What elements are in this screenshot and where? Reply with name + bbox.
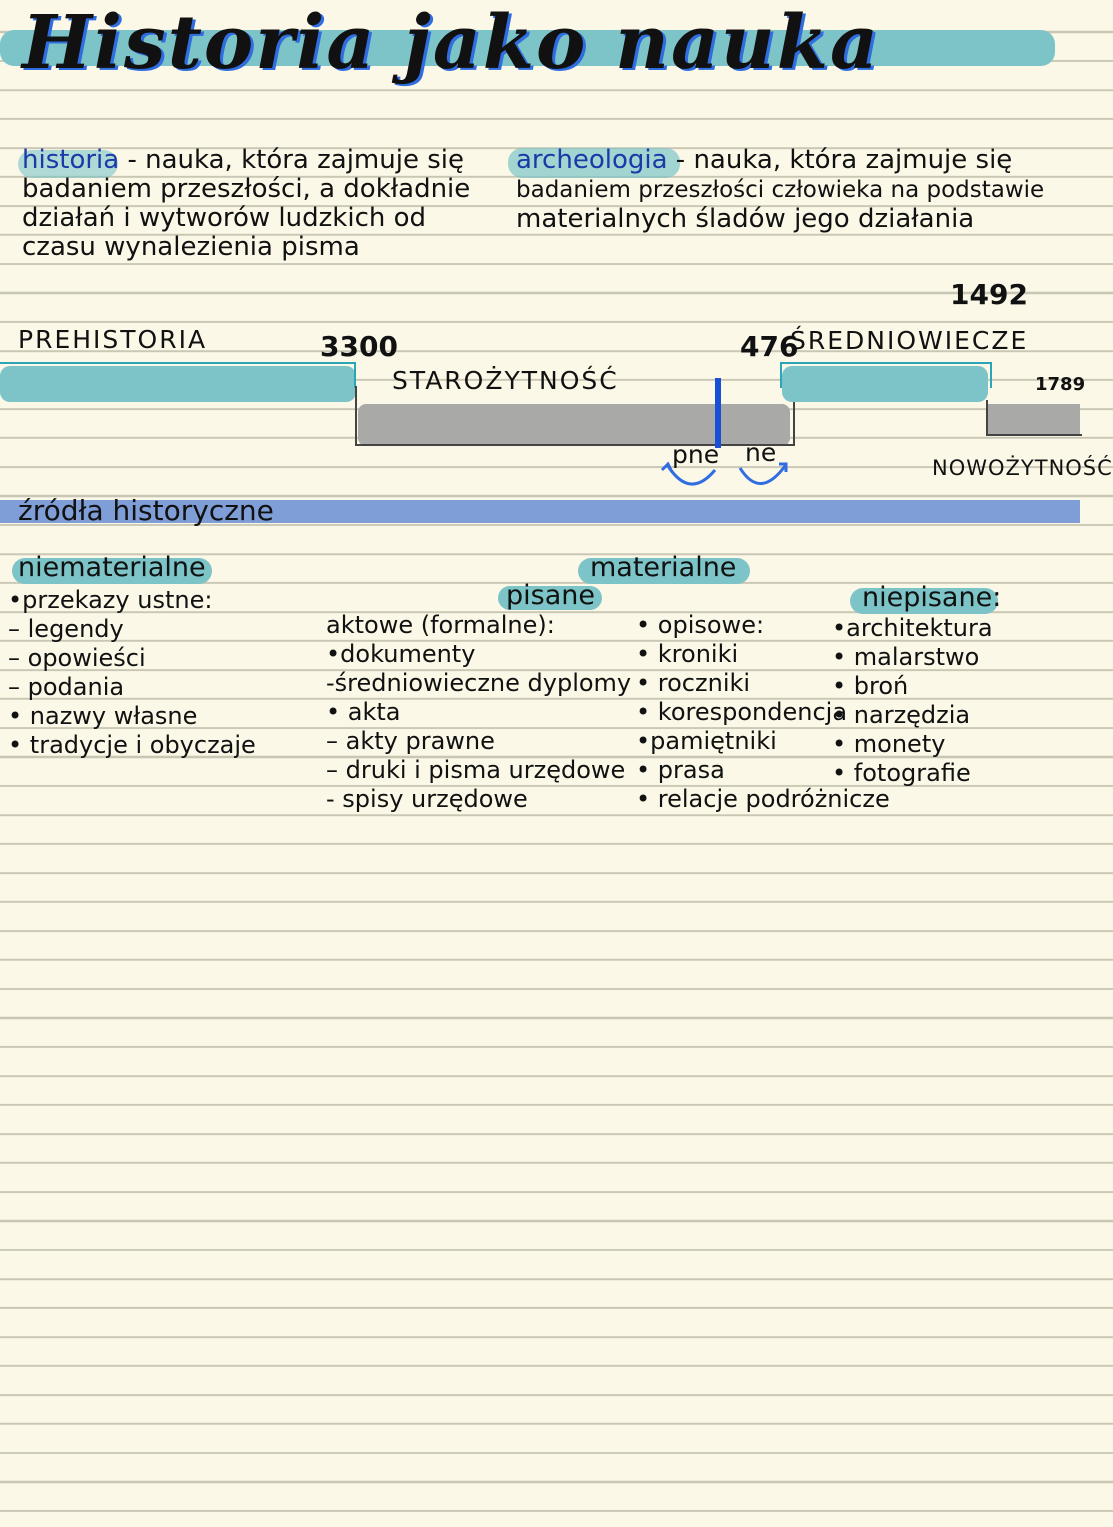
list-item: • korespondencja: [636, 698, 848, 726]
label-niepisane: niepisane:: [862, 582, 1002, 613]
date-1789: 1789: [1035, 374, 1086, 395]
historia-line-2: badaniem przeszłości, a dokładnie: [22, 174, 471, 204]
list-item: • tradycje i obyczaje: [8, 731, 256, 759]
list-item: – akty prawne: [326, 727, 495, 755]
list-item: • narzędzia: [832, 701, 971, 729]
nowozytnosc-outline: [986, 400, 1082, 436]
label-materialne: materialne: [590, 552, 737, 583]
date-1492: 1492: [950, 278, 1028, 311]
era-starozytnosc: STAROŻYTNOŚĆ: [392, 366, 619, 395]
list-item: • prasa: [636, 756, 725, 784]
list-item: - spisy urzędowe: [326, 785, 528, 813]
list-niematerialne: [8, 586, 256, 760]
date-476: 476: [740, 330, 799, 363]
list-item: • roczniki: [636, 669, 751, 697]
list-item: • opisowe:: [636, 611, 765, 639]
marker-pne: pne: [672, 440, 720, 469]
list-item: •przekazy ustne:: [8, 586, 213, 614]
list-item: • kroniki: [636, 640, 739, 668]
list-item: – druki i pisma urzędowe: [326, 756, 626, 784]
sredniowiecze-outline: [780, 362, 992, 388]
page-title: Historia jako nauka: [22, 0, 880, 86]
list-aktowe: [326, 611, 631, 814]
date-3300: 3300: [320, 330, 398, 363]
list-niepisane: [832, 614, 993, 788]
list-item: -średniowieczne dyplomy: [326, 669, 632, 697]
term-archeologia: archeologia: [516, 145, 668, 175]
era-nowozytnosc: NOWOŻYTNOŚĆ: [932, 456, 1113, 480]
list-item: – podania: [8, 673, 125, 701]
historia-line-4: czasu wynalezienia pisma: [22, 232, 360, 262]
archeologia-line-3: materialnych śladów jego działania: [516, 204, 975, 234]
historia-line-1: - nauka, która zajmuje się: [119, 145, 464, 175]
marker-ne: ne: [745, 438, 777, 467]
sources-heading: źródła historyczne: [18, 494, 274, 527]
label-pisane: pisane: [506, 580, 595, 611]
definition-historia: [22, 146, 502, 262]
pne-ne-arrows: [660, 460, 800, 496]
list-item: • broń: [832, 672, 909, 700]
term-historia: historia: [22, 145, 120, 175]
historia-line-3: działań i wytworów ludzkich od: [22, 203, 427, 233]
pne-ne-divider: [715, 378, 721, 448]
list-item: •pamiętniki: [636, 727, 777, 755]
definition-archeologia: [516, 146, 1076, 234]
list-item: • relacje podróżnicze: [636, 785, 890, 813]
archeologia-line-1: - nauka, która zajmuje się: [667, 145, 1013, 175]
list-item: – opowieści: [8, 644, 146, 672]
prehistoria-outline: [0, 362, 356, 388]
label-niematerialne: niematerialne: [18, 552, 206, 583]
list-item: •dokumenty: [326, 640, 476, 668]
list-item: • nazwy własne: [8, 702, 198, 730]
era-sredniowiecze: ŚREDNIOWIECZE: [790, 326, 1029, 355]
archeologia-line-2: badaniem przeszłości człowieka na podstawie: [516, 177, 1045, 203]
list-item: • malarstwo: [832, 643, 980, 671]
list-item: – legendy: [8, 615, 124, 643]
list-item: • monety: [832, 730, 946, 758]
era-prehistoria: PREHISTORIA: [18, 325, 208, 354]
starozytnosc-outline: [355, 386, 795, 446]
list-item: •architektura: [832, 614, 993, 642]
list-item: • fotografie: [832, 759, 971, 787]
list-item: aktowe (formalne):: [326, 611, 555, 639]
list-item: • akta: [326, 698, 401, 726]
